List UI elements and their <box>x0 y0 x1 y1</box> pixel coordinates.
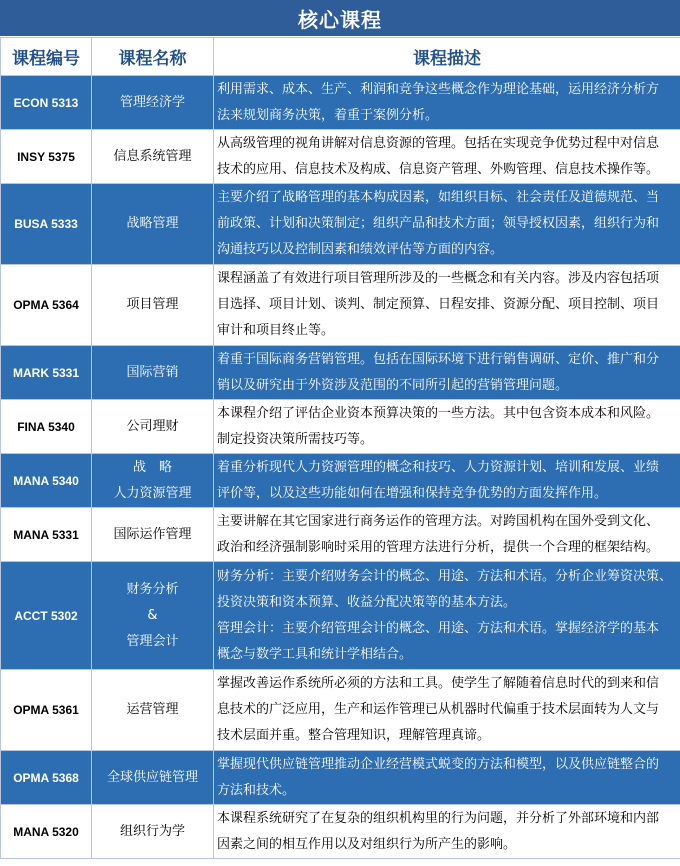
table-header-row <box>1 38 680 76</box>
page-title: 核心课程 <box>0 0 680 37</box>
course-description <box>214 346 680 400</box>
table-row <box>1 751 680 805</box>
course-code: OPMA 5368 <box>1 751 92 805</box>
course-code: MARK 5331 <box>1 346 92 400</box>
course-description-line: 息技术的广泛应用，生产和运作管理已从机器时代偏重于技术层面转为人文与 <box>217 702 660 717</box>
course-description-line: 概念与数学工具和统计学相结合。 <box>217 646 413 662</box>
table-row <box>1 346 680 400</box>
course-code: FINA 5340 <box>1 400 92 454</box>
course-description-line: 掌握现代供应链管理推动企业经营模式蜕变的方法和模型，以及供应链整合的 <box>217 756 660 772</box>
course-name <box>92 265 214 346</box>
course-name-line: 财务分析 <box>126 581 179 597</box>
course-name-line: 运营管理 <box>126 702 179 717</box>
course-code: BUSA 5333 <box>1 184 92 265</box>
course-code: OPMA 5361 <box>1 670 92 751</box>
header-course-name: 课程名称 <box>92 38 214 76</box>
course-code: INSY 5375 <box>1 130 92 184</box>
course-description-line: 审计和项目终止等。 <box>217 323 335 338</box>
course-description-line: 销以及研究由于外资涉及范围的不同所引起的营销管理问题。 <box>217 377 569 393</box>
course-description-line: 技术的应用、信息技术及构成、信息资产管理、外购管理、信息技术操作等。 <box>217 161 660 177</box>
table-row <box>1 265 680 346</box>
course-description-line: 评价等，以及这些功能如何在增强和保持竞争优势的方面发挥作用。 <box>217 485 608 501</box>
course-description <box>214 454 680 508</box>
course-description-line: 前政策、计划和决策制定；组织产品和技术方面；领导授权因素，组织行为和 <box>217 216 660 231</box>
course-description-line: 沟通技巧以及控制因素和绩效评估等方面的内容。 <box>217 242 504 257</box>
table-row <box>1 130 680 184</box>
course-description <box>214 670 680 751</box>
course-name-line: 管理会计 <box>126 633 179 649</box>
course-name <box>92 130 214 184</box>
table-row <box>1 805 680 859</box>
course-description-line: 管理会计：主要介绍管理会计的概念、用途、方法和术语。掌握经济学的基本 <box>217 620 660 636</box>
course-code: MANA 5331 <box>1 508 92 562</box>
course-description <box>214 76 680 130</box>
course-description-line: 政治和经济强制影响时采用的管理方法进行分析，提供一个合理的框架结构。 <box>217 539 660 555</box>
course-name-line: 国际营销 <box>126 364 179 380</box>
course-description-line: 从高级管理的视角讲解对信息资源的管理。包括在实现竞争优势过程中对信息 <box>217 135 660 151</box>
table-row <box>1 76 680 130</box>
table-row <box>1 454 680 508</box>
course-name <box>92 346 214 400</box>
course-name-line: 公司理财 <box>126 418 179 434</box>
course-name <box>92 184 214 265</box>
course-description-line: 投资决策和资本预算、收益分配决策等的基本方法。 <box>217 594 517 610</box>
course-name <box>92 751 214 805</box>
course-description <box>214 184 680 265</box>
course-name-line: 管理经济学 <box>119 94 185 110</box>
header-course-description: 课程描述 <box>214 38 680 76</box>
table-row <box>1 184 680 265</box>
course-description-line: 主要介绍了战略管理的基本构成因素，如组织目标、社会责任及道德规范、当 <box>217 190 660 205</box>
course-code: ECON 5313 <box>1 76 92 130</box>
course-name-line: 全球供应链管理 <box>106 769 198 785</box>
course-code: MANA 5320 <box>1 805 92 859</box>
course-name <box>92 76 214 130</box>
course-description-line: 制定投资决策所需技巧等。 <box>217 431 374 447</box>
table-row <box>1 400 680 454</box>
course-code: MANA 5340 <box>1 454 92 508</box>
course-name <box>92 805 214 859</box>
course-description <box>214 400 680 454</box>
course-name-line: 人力资源管理 <box>113 485 192 501</box>
course-description <box>214 508 680 562</box>
course-name <box>92 670 214 751</box>
course-name-line: 战略管理 <box>126 216 179 231</box>
course-description-line: 着重分析现代人力资源管理的概念和技巧、人力资源计划、培训和发展、业绩 <box>217 459 660 475</box>
course-name <box>92 454 214 508</box>
course-name-line: 组织行为学 <box>119 823 185 839</box>
course-name-line: 战 略 <box>132 459 172 475</box>
course-description-line: 方法和技术。 <box>217 782 296 798</box>
course-table <box>0 37 680 859</box>
course-description <box>214 805 680 859</box>
course-name-line: 信息系统管理 <box>113 148 192 164</box>
course-code: ACCT 5302 <box>1 562 92 670</box>
course-description-line: 本课程介绍了评估企业资本预算决策的一些方法。其中包含资本成本和风险。 <box>217 405 660 421</box>
course-name-line: & <box>147 607 158 623</box>
course-description <box>214 265 680 346</box>
course-name <box>92 562 214 670</box>
table-row <box>1 670 680 751</box>
course-description-line: 目选择、项目计划、谈判、制定预算、日程安排、资源分配、项目控制、项目 <box>217 297 660 312</box>
course-name-line: 国际运作管理 <box>113 526 192 542</box>
course-description-line: 着重于国际商务营销管理。包括在国际环境下进行销售调研、定价、推广和分 <box>217 351 660 367</box>
table-row <box>1 562 680 670</box>
header-course-code: 课程编号 <box>1 38 92 76</box>
course-table-body <box>1 76 680 859</box>
course-description-line: 技术层面并重。整合管理知识，理解管理真谛。 <box>217 728 491 743</box>
course-description <box>214 130 680 184</box>
course-name <box>92 400 214 454</box>
course-description-line: 主要讲解在其它国家进行商务运作的管理方法。对跨国机构在国外受到文化、 <box>217 513 660 529</box>
course-description <box>214 751 680 805</box>
course-description-line: 因素之间的相互作用以及对组织行为所产生的影响。 <box>217 836 517 852</box>
course-description-line: 本课程系统研究了在复杂的组织机构里的行为问题，并分析了外部环境和内部 <box>217 810 660 826</box>
course-name <box>92 508 214 562</box>
table-row <box>1 508 680 562</box>
course-description-line: 法来规划商务决策，着重于案例分析。 <box>217 107 439 123</box>
course-description-line: 掌握改善运作系统所必须的方法和工具。使学生了解随着信息时代的到来和信 <box>217 676 660 691</box>
course-name-line: 项目管理 <box>126 297 179 312</box>
course-code: OPMA 5364 <box>1 265 92 346</box>
course-description-line: 财务分析：主要介绍财务会计的概念、用途、方法和术语。分析企业筹资决策、 <box>217 568 673 584</box>
course-description-line: 课程涵盖了有效进行项目管理所涉及的一些概念和有关内容。涉及内容包括项 <box>217 271 660 286</box>
course-description-line: 利用需求、成本、生产、利润和竞争这些概念作为理论基础，运用经济分析方 <box>217 81 660 97</box>
course-description <box>214 562 680 670</box>
